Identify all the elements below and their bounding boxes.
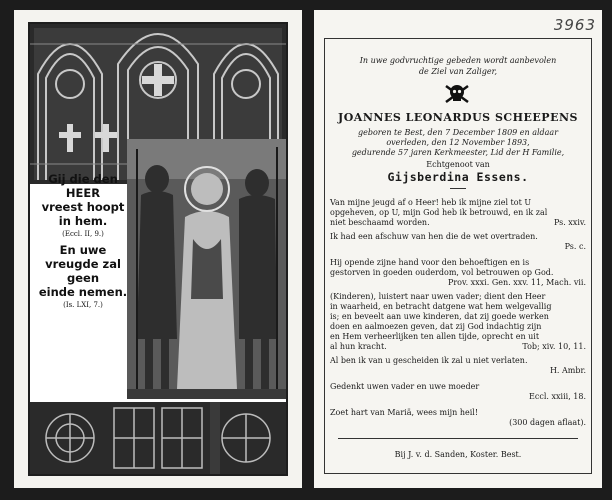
verse-line: vreest hoopt (41, 200, 125, 214)
verse-1 (34, 172, 132, 228)
text-reference: (300 dagen aflaat). (509, 418, 586, 427)
text-line: Al ben ik van u gescheiden ik zal u niet verlaten. (330, 356, 528, 365)
bio-line: Echtgenoot van (426, 160, 490, 169)
text-line: is; en beveelt aan uwe kinderen, dat zij goede werken (330, 312, 549, 321)
text-line: Gedenkt uwen vader en uwe moeder (330, 382, 480, 391)
text-reference: Eccl. xxiii, 18. (529, 392, 586, 401)
intro-line: de Ziel van Zaliger, (418, 67, 498, 76)
bio-line: gedurende 57 jaren Kerkmeester, Lid der H Familie, (351, 148, 565, 157)
text-reference: Ps. c. (564, 242, 586, 251)
text-reference: Prov. xxxi. Gen. xxv. 11, Mach. vii. (447, 278, 586, 287)
text-line: Zoet hart van Mariä, wees mijn heil! (330, 408, 479, 417)
skull-crossbones-icon (444, 82, 470, 106)
verse-line: En uwe (59, 243, 107, 257)
text-line: gestorven in goeden ouderdom, vol betrouwen op God. (330, 268, 554, 277)
text-reference: Ps. xxiv. (553, 218, 586, 227)
text-line: Van mijne jeugd af o Heer! heb ik mijne ziel tot U (330, 198, 532, 207)
text-reference: H. Ambr. (549, 366, 586, 375)
verse-reference: (Eccl. II, 9.) (62, 230, 104, 238)
printer-line: Bij J. v. d. Sanden, Koster. Best. (394, 450, 522, 459)
text-line: Hij opende zijne hand voor den behoeftigen en is (330, 258, 530, 267)
text-line: (Kinderen), luistert naar uwen vader; dient den Heer (330, 292, 546, 301)
verse-reference: (Is. LXI, 7.) (63, 301, 103, 309)
text-line: opgeheven, op U, mijn God heb ik betrouwd, en ik zal (330, 208, 548, 217)
spouse-name: Gijsberdina Essens. (387, 170, 529, 184)
text-line: al hun kracht. (330, 342, 387, 351)
verse-panel (34, 172, 132, 314)
text-reference: Tob; xiv. 10, 11. (522, 342, 586, 351)
verse-line: in hem. (58, 214, 108, 228)
verse-line: HEER (65, 186, 101, 200)
text-line: niet beschaamd worden. (330, 218, 430, 227)
devotional-image-frame (28, 22, 288, 476)
deceased-name: JOANNES LEONARDUS SCHEEPENS (338, 111, 578, 124)
ornamental-base-image (30, 402, 286, 474)
text-line: in waarheid, en betracht datgene wat hem welgevallig (330, 302, 552, 311)
verse-line: geen (66, 271, 100, 285)
text-line: doen en aalmoezen geven, dat zij God indachtig zijn (330, 322, 542, 331)
ecce-homo-illustration (127, 139, 286, 399)
verse-2 (34, 243, 132, 299)
left-card (14, 10, 302, 488)
divider (338, 438, 578, 439)
verse-line: vreugde zal (45, 257, 121, 271)
verse-line: Gij die den (48, 172, 118, 186)
text-line: Ik had een afschuw van hen die de wet overtraden. (330, 232, 538, 241)
divider (450, 188, 466, 189)
bio-line: overleden, den 12 November 1893, (386, 138, 530, 147)
bio-line: geboren te Best, den 7 December 1809 en aldaar (357, 128, 559, 137)
catalog-number: 3963 (553, 16, 596, 34)
verse-line: einde nemen. (38, 285, 128, 299)
text-line: en Hem verheerlijken ten allen tijde, oprecht en uit (330, 332, 540, 341)
right-card (314, 10, 602, 488)
intro-line: In uwe godvruchtige gebeden wordt aanbevolen (359, 56, 557, 65)
